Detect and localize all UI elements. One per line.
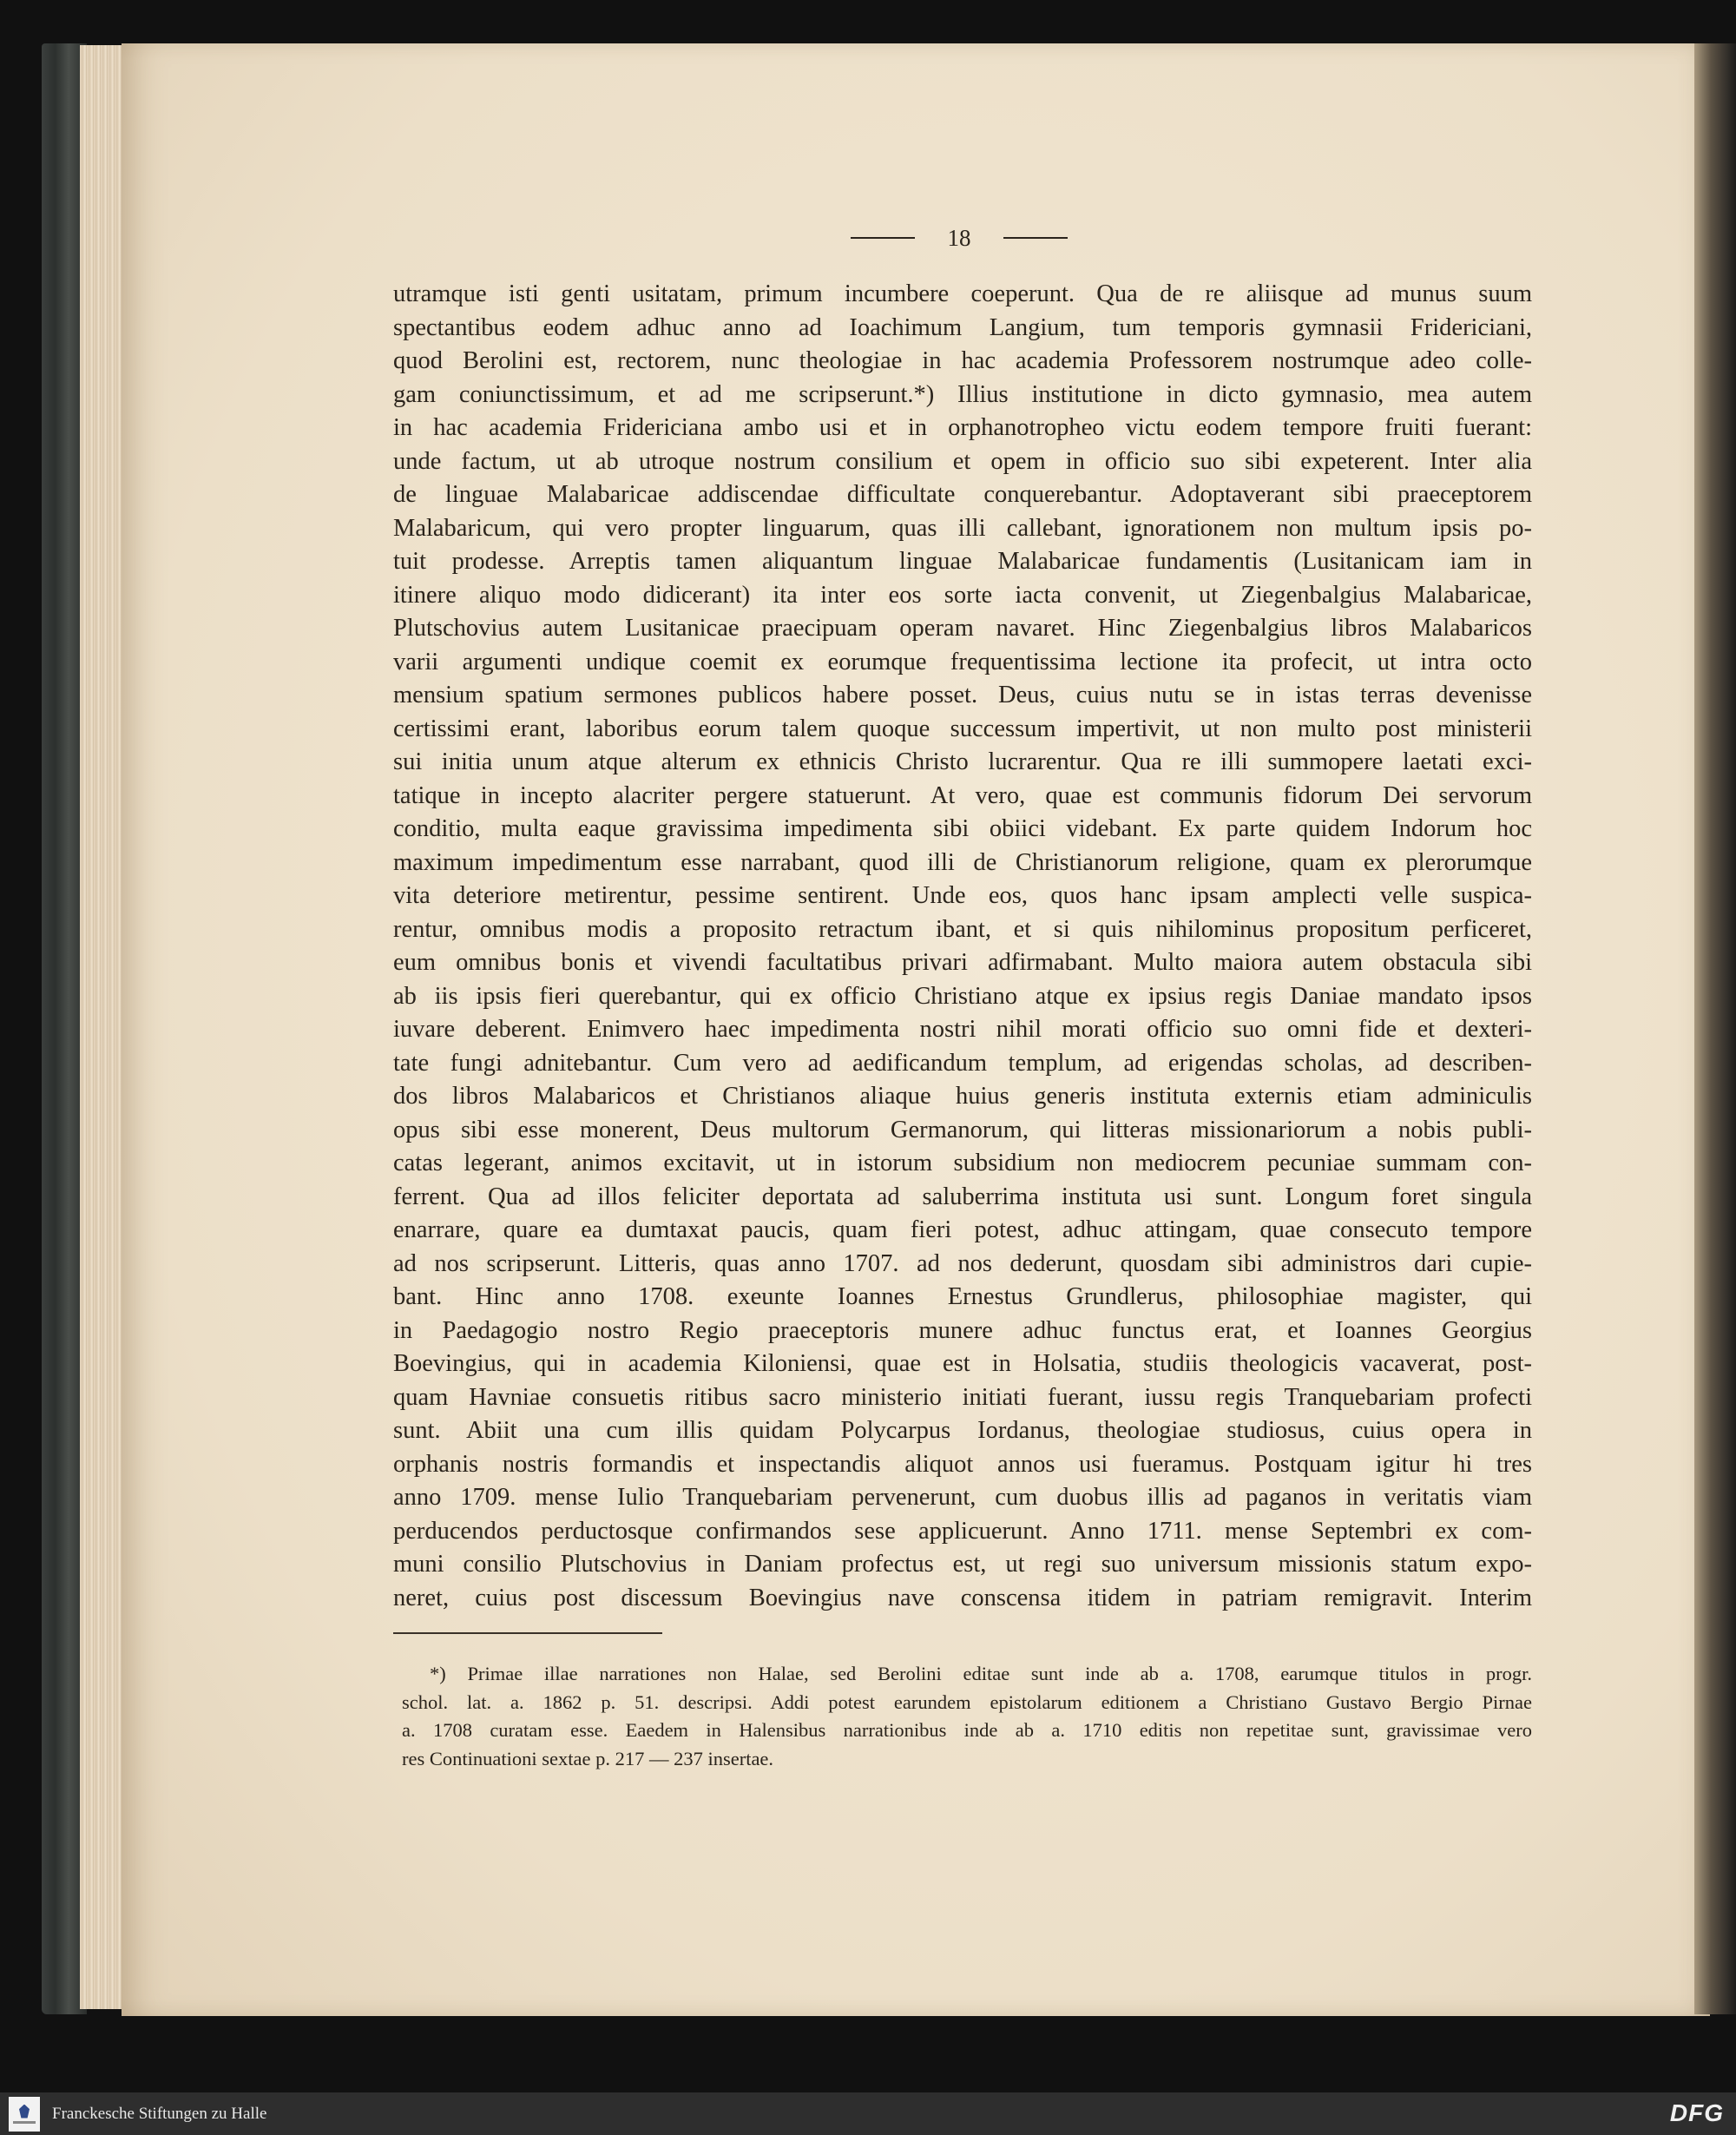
body-line: catas legerant, animos excitavit, ut in istorum subsidium non mediocrem pecuniae summam con- [393, 1150, 1532, 1176]
body-line: Plutschovius autem Lusitanicae praecipuam operam navaret. Hinc Ziegenbalgius libros Malabaricos [393, 615, 1532, 642]
body-line: tatique in incepto alacriter pergere statuerunt. At vero, quae est communis fidorum Dei servorum [393, 781, 1532, 809]
body-line: tuit prodesse. Arreptis tamen aliquantum linguae Malabaricae fundamentis (Lusitanicam iam in [393, 548, 1532, 575]
footnote-line: *) Primae illae narrationes non Halae, sed Berolini editae sunt inde ab a. 1708, earumque titulos in progr. [430, 1663, 1532, 1684]
francke-foundation-logo-icon[interactable] [9, 2097, 40, 2132]
body-line: ferrent. Qua ad illos feliciter deportata ad saluberrima instituta usi sunt. Longum foret singula [393, 1183, 1532, 1210]
page-number: 18 [947, 224, 971, 251]
body-line: maximum impedimentum esse narrabant, quod illi de Christianorum religione, quam ex plerorumque [393, 848, 1532, 876]
body-line: mensium spatium sermones publicos habere posset. Deus, cuius nutu se in istas terras devenisse [393, 682, 1532, 708]
body-line: iuvare deberent. Enimvero haec impedimenta nostri nihil morati officio suo omni fide et dexteri- [393, 1016, 1532, 1043]
body-line: Boevingius, qui in academia Kiloniensi, quae est in Holsatia, studiis theologicis vacaverat, post- [393, 1350, 1532, 1377]
body-line: spectantibus eodem adhuc anno ad Ioachimum Langium, tum temporis gymnasii Fridericiani, [393, 313, 1532, 341]
footnotes [402, 1660, 1532, 1773]
body-text [393, 278, 1532, 1615]
body-line: conditio, multa eaque gravissima impedimenta sibi obiici videbant. Ex parte quidem Indorum hoc [393, 815, 1532, 842]
viewer-footer-bar [0, 2092, 1736, 2135]
body-line: sunt. Abiit una cum illis quidam Polycarpus Iordanus, theologiae studiosus, cuius opera in [393, 1417, 1532, 1444]
body-line: rentur, omnibus modis a proposito retractum ibant, et si quis nihilominus propositum perficeret, [393, 915, 1532, 943]
body-line: muni consilio Plutschovius in Daniam profectus est, ut regi suo universum missionis statum expo- [393, 1551, 1532, 1578]
body-line: utramque isti genti usitatam, primum incumbere coeperunt. Qua de re aliisque ad munus suum [393, 280, 1532, 307]
body-line: itinere aliquo modo didicerant) ita inter eos sorte iacta convenit, ut Ziegenbalgius Malabaricae, [393, 581, 1532, 609]
footnote-line: res Continuationi sextae p. 217 — 237 insertae. [402, 1747, 774, 1769]
body-line: neret, cuius post discessum Boevingius nave conscensa itidem in patriam remigravit. Interim [393, 1584, 1532, 1611]
body-line: certissimi erant, laboribus eorum talem quoque successum impertivit, ut non multo post ministerii [393, 715, 1532, 742]
body-line: unde factum, ut ab utroque nostrum consilium et opem in officio suo sibi expeterent. Inter alia [393, 447, 1532, 475]
body-line: de linguae Malabaricae addiscendae difficultate conquerebantur. Adoptaverant sibi praeceptorem [393, 481, 1532, 508]
body-line: anno 1709. mense Iulio Tranquebariam pervenerunt, cum duobus illis ad paganos in veritatis viam [393, 1484, 1532, 1511]
body-line: varii argumenti undique coemit ex eorumque frequentissima lectione ita profecit, ut intra octo [393, 648, 1532, 675]
provider-name[interactable]: Franckesche Stiftungen zu Halle [52, 2104, 267, 2123]
footnote-line: schol. lat. a. 1862 p. 51. descripsi. Addi potest earundem epistolarum editionem a Christiano Gustavo Bergio Pirnae [402, 1690, 1532, 1713]
body-line: Malabaricum, qui vero propter linguarum, quas illi callebant, ignorationem non multum ipsis po- [393, 514, 1532, 542]
footnote-rule [393, 1632, 662, 1634]
body-line: quod Berolini est, rectorem, nunc theologiae in hac academia Professorem nostrumque adeo colle- [393, 347, 1532, 374]
gutter-shadow [1694, 43, 1736, 2014]
footnote-line: a. 1708 curatam esse. Eaedem in Halensibus narrationibus inde ab a. 1710 editis non repetitae sunt, gravissimae vero [402, 1719, 1532, 1741]
body-line: eum omnibus bonis et vivendi facultatibus privari adfirmabant. Multo maiora autem obstacula sibi [393, 949, 1532, 976]
body-line: ad nos scripserunt. Litteris, quas anno 1707. ad nos dederunt, quosdam sibi administros dari cupie- [393, 1249, 1532, 1277]
body-line: dos libros Malabaricos et Christianos aliaque huius generis instituta externis etiam adminiculis [393, 1083, 1532, 1110]
body-line: sui initia unum atque alterum ex ethnicis Christo lucrarentur. Qua re illi summopere laetati exci- [393, 748, 1532, 775]
body-line: quam Havniae consuetis ritibus sacro ministerio initiati fuerant, iussu regis Tranquebariam profecti [393, 1383, 1532, 1411]
body-line: opus sibi esse monerent, Deus multorum Germanorum, qui litteras missionariorum a nobis publi- [393, 1116, 1532, 1143]
body-line: perducendos perductosque confirmandos sese applicuerunt. Anno 1711. mense Septembri ex com- [393, 1517, 1532, 1545]
header-rule-left [851, 237, 915, 239]
body-line: bant. Hinc anno 1708. exeunte Ioannes Ernestus Grundlerus, philosophiae magister, qui [393, 1283, 1532, 1310]
body-line: ab iis ipsis fieri querebantur, qui ex officio Christiano atque ex ipsius regis Daniae mandato ipsos [393, 982, 1532, 1010]
body-line: gam coniunctissimum, et ad me scripserunt.*) Illius institutione in dicto gymnasio, mea autem [393, 380, 1532, 408]
body-line: in Paedagogio nostro Regio praeceptoris munere adhuc functus erat, et Ioannes Georgius [393, 1316, 1532, 1344]
dfg-logo[interactable]: DFG [1669, 2099, 1724, 2126]
page-header [851, 221, 1068, 255]
body-line: orphanis nostris formandis et inspectandis aliquot annos usi fueramus. Postquam igitur hi tres [393, 1450, 1532, 1478]
header-rule-right [1003, 237, 1068, 239]
body-line: in hac academia Fridericiana ambo usi et in orphanotropheo victu eodem tempore fruiti fuerant: [393, 414, 1532, 441]
body-line: enarrare, quare ea dumtaxat paucis, quam fieri potest, adhuc attingam, quae consecuto tempore [393, 1216, 1532, 1243]
body-line: vita deteriore metirentur, pessime sentirent. Unde eos, quos hanc ipsam amplecti velle suspica- [393, 882, 1532, 909]
body-line: tate fungi adnitebantur. Cum vero ad aedificandum templum, ad erigendas scholas, ad describen- [393, 1049, 1532, 1077]
